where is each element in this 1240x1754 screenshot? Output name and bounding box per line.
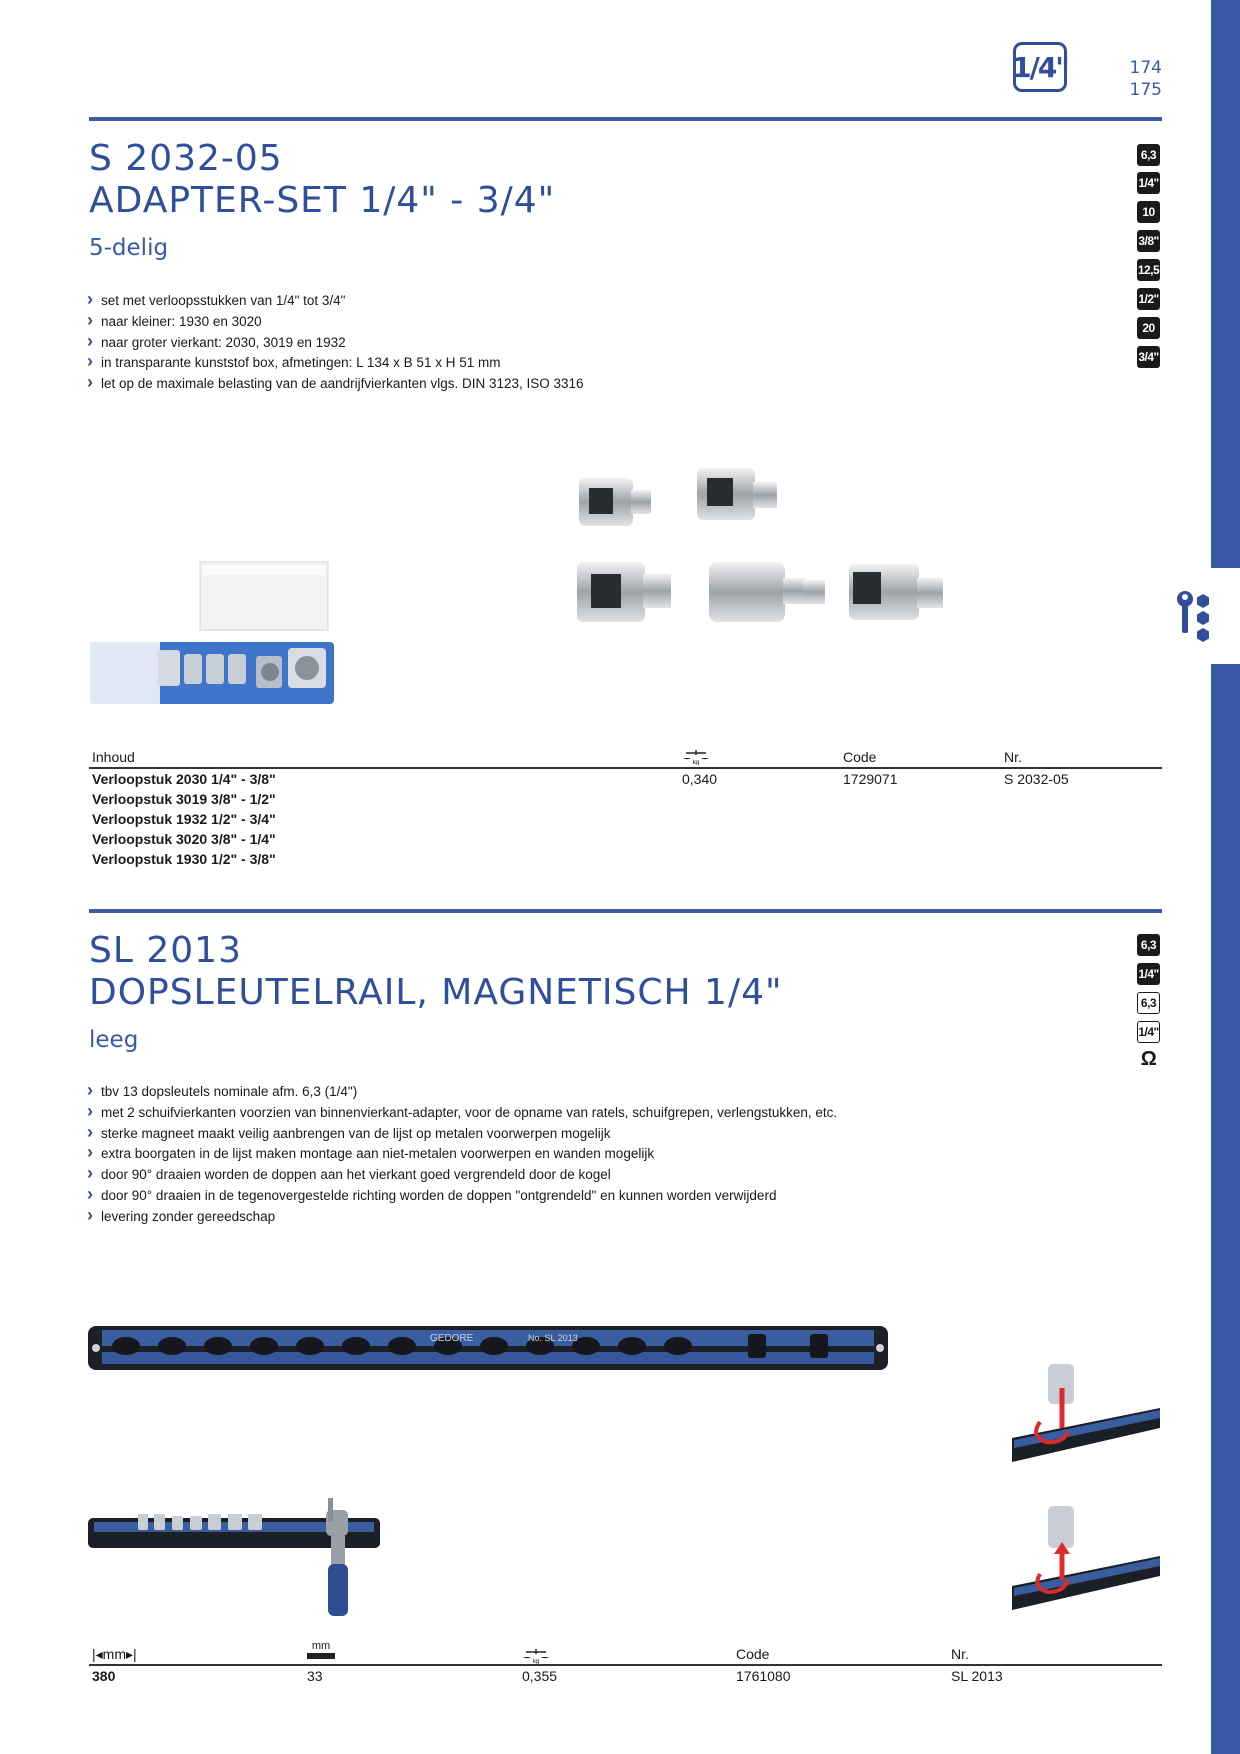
product1-subtitle: 5-delig: [89, 235, 169, 261]
badge-quarter: 1/4": [1137, 172, 1160, 194]
weight-kg-icon: [682, 749, 710, 765]
badge-three-quarter: 3/4": [1137, 346, 1160, 368]
badge-quarter-outline: 1/4": [1137, 1021, 1160, 1043]
page-number-right: 175: [1129, 80, 1162, 100]
bullet: › naar kleiner: 1930 en 3020: [87, 310, 584, 331]
table1-weight: 0,340: [682, 771, 718, 787]
lock-detail-image-2: [1010, 1502, 1162, 1618]
product1-code: S 2032-05: [89, 138, 283, 179]
wrench-hex-icon: [1175, 588, 1211, 646]
bullet: › levering zonder gereedschap: [87, 1205, 837, 1226]
product2-name: DOPSLEUTELRAIL, MAGNETISCH 1/4": [89, 972, 783, 1013]
table1-item: Verloopstuk 3019 3/8" - 1/2": [92, 791, 276, 807]
product2-bullets: [87, 1080, 837, 1226]
bullet: › met 2 schuifvierkanten voorzien van binnenvierkant-adapter, voor de opname van ratels, schuifgrepen, verlengstukken, etc.: [87, 1101, 837, 1122]
bullet: › naar groter vierkant: 2030, 3019 en 1932: [87, 331, 584, 352]
badge-half: 1/2": [1137, 288, 1160, 310]
table2-header-nr: Nr.: [951, 1646, 969, 1662]
height-mm-icon: [307, 1641, 335, 1659]
badge-6-3: 6,3: [1137, 144, 1160, 166]
table2-code: 1761080: [736, 1668, 791, 1684]
adapter-set-box-image: [88, 560, 338, 710]
weight-kg-icon: [522, 1648, 550, 1664]
table2-height: 33: [307, 1668, 323, 1684]
quarter-inch-logo: 1/4": [1013, 42, 1067, 92]
length-mm-icon: |◂mm▸|: [92, 1646, 137, 1662]
badge-quarter: 1/4": [1137, 963, 1160, 985]
rail-model-label: No. SL 2013: [528, 1333, 578, 1343]
table2-header-code: Code: [736, 1646, 770, 1662]
magnet-icon: Ω: [1140, 1047, 1157, 1070]
section-rule-1: [89, 117, 1162, 121]
bullet: › door 90° draaien in de tegenovergestelde richting worden de doppen "ontgrendeld" en kunnen worden verwijderd: [87, 1184, 837, 1205]
table1-line: [89, 767, 1162, 769]
table2-nr: SL 2013: [951, 1668, 1003, 1684]
badge-10: 10: [1137, 201, 1160, 223]
badge-12-5: 12,5: [1137, 259, 1160, 281]
lock-detail-image-1: [1010, 1358, 1162, 1470]
product1-name: ADAPTER-SET 1/4" - 3/4": [89, 180, 556, 221]
product2-code: SL 2013: [89, 930, 242, 971]
bullet: › sterke magneet maakt veilig aanbrengen van de lijst op metalen voorwerpen mogelijk: [87, 1122, 837, 1143]
socket-rail-image: [88, 1322, 890, 1374]
table1-code: 1729071: [843, 771, 898, 787]
section-rule-2: [89, 909, 1162, 913]
length-unit: mm: [102, 1646, 126, 1662]
side-bar-top: [1211, 0, 1240, 568]
page-number-left: 174: [1129, 58, 1162, 78]
table1-nr: S 2032-05: [1004, 771, 1069, 787]
svg-text:kg: kg: [692, 760, 700, 765]
side-bar-bottom: [1211, 664, 1240, 1754]
rail-with-ratchet-image: [88, 1496, 384, 1622]
badge-20: 20: [1137, 317, 1160, 339]
table1-header-nr: Nr.: [1004, 749, 1022, 765]
badge-6-3-outline: 6,3: [1137, 992, 1160, 1014]
table1-item: Verloopstuk 3020 3/8" - 1/4": [92, 831, 276, 847]
bullet: › in transparante kunststof box, afmetingen: L 134 x B 51 x H 51 mm: [87, 351, 584, 372]
table1-item: Verloopstuk 1932 1/2" - 3/4": [92, 811, 276, 827]
height-unit: mm: [311, 1640, 331, 1652]
table1-item: Verloopstuk 1930 1/2" - 3/8": [92, 851, 276, 867]
table1-item: Verloopstuk 2030 1/4" - 3/8": [92, 771, 276, 787]
badge-three-eighth: 3/8": [1137, 230, 1160, 252]
product2-subtitle: leeg: [89, 1027, 139, 1053]
bullet: › extra boorgaten in de lijst maken montage aan niet-metalen voorwerpen en wanden mogelijk: [87, 1142, 837, 1163]
bullet: › door 90° draaien worden de doppen aan het vierkant goed vergrendeld door de kogel: [87, 1163, 837, 1184]
bullet: › tbv 13 dopsleutels nominale afm. 6,3 (1/4"): [87, 1080, 837, 1101]
svg-text:kg: kg: [532, 1659, 540, 1664]
rail-brand-label: GEDORE: [430, 1333, 474, 1344]
bullet: › let op de maximale belasting van de aandrijfvierkanten vlgs. DIN 3123, ISO 3316: [87, 372, 584, 393]
table2-line: [89, 1664, 1162, 1666]
table2-length: 380: [92, 1668, 116, 1684]
adapters-image: [575, 460, 955, 630]
bullet: › set met verloopsstukken van 1/4" tot 3/4": [87, 289, 584, 310]
badge-6-3: 6,3: [1137, 934, 1160, 956]
table1-header-code: Code: [843, 749, 877, 765]
product1-bullets: [87, 289, 584, 393]
table2-weight: 0,355: [522, 1668, 558, 1684]
table1-header-content: Inhoud: [92, 749, 135, 765]
